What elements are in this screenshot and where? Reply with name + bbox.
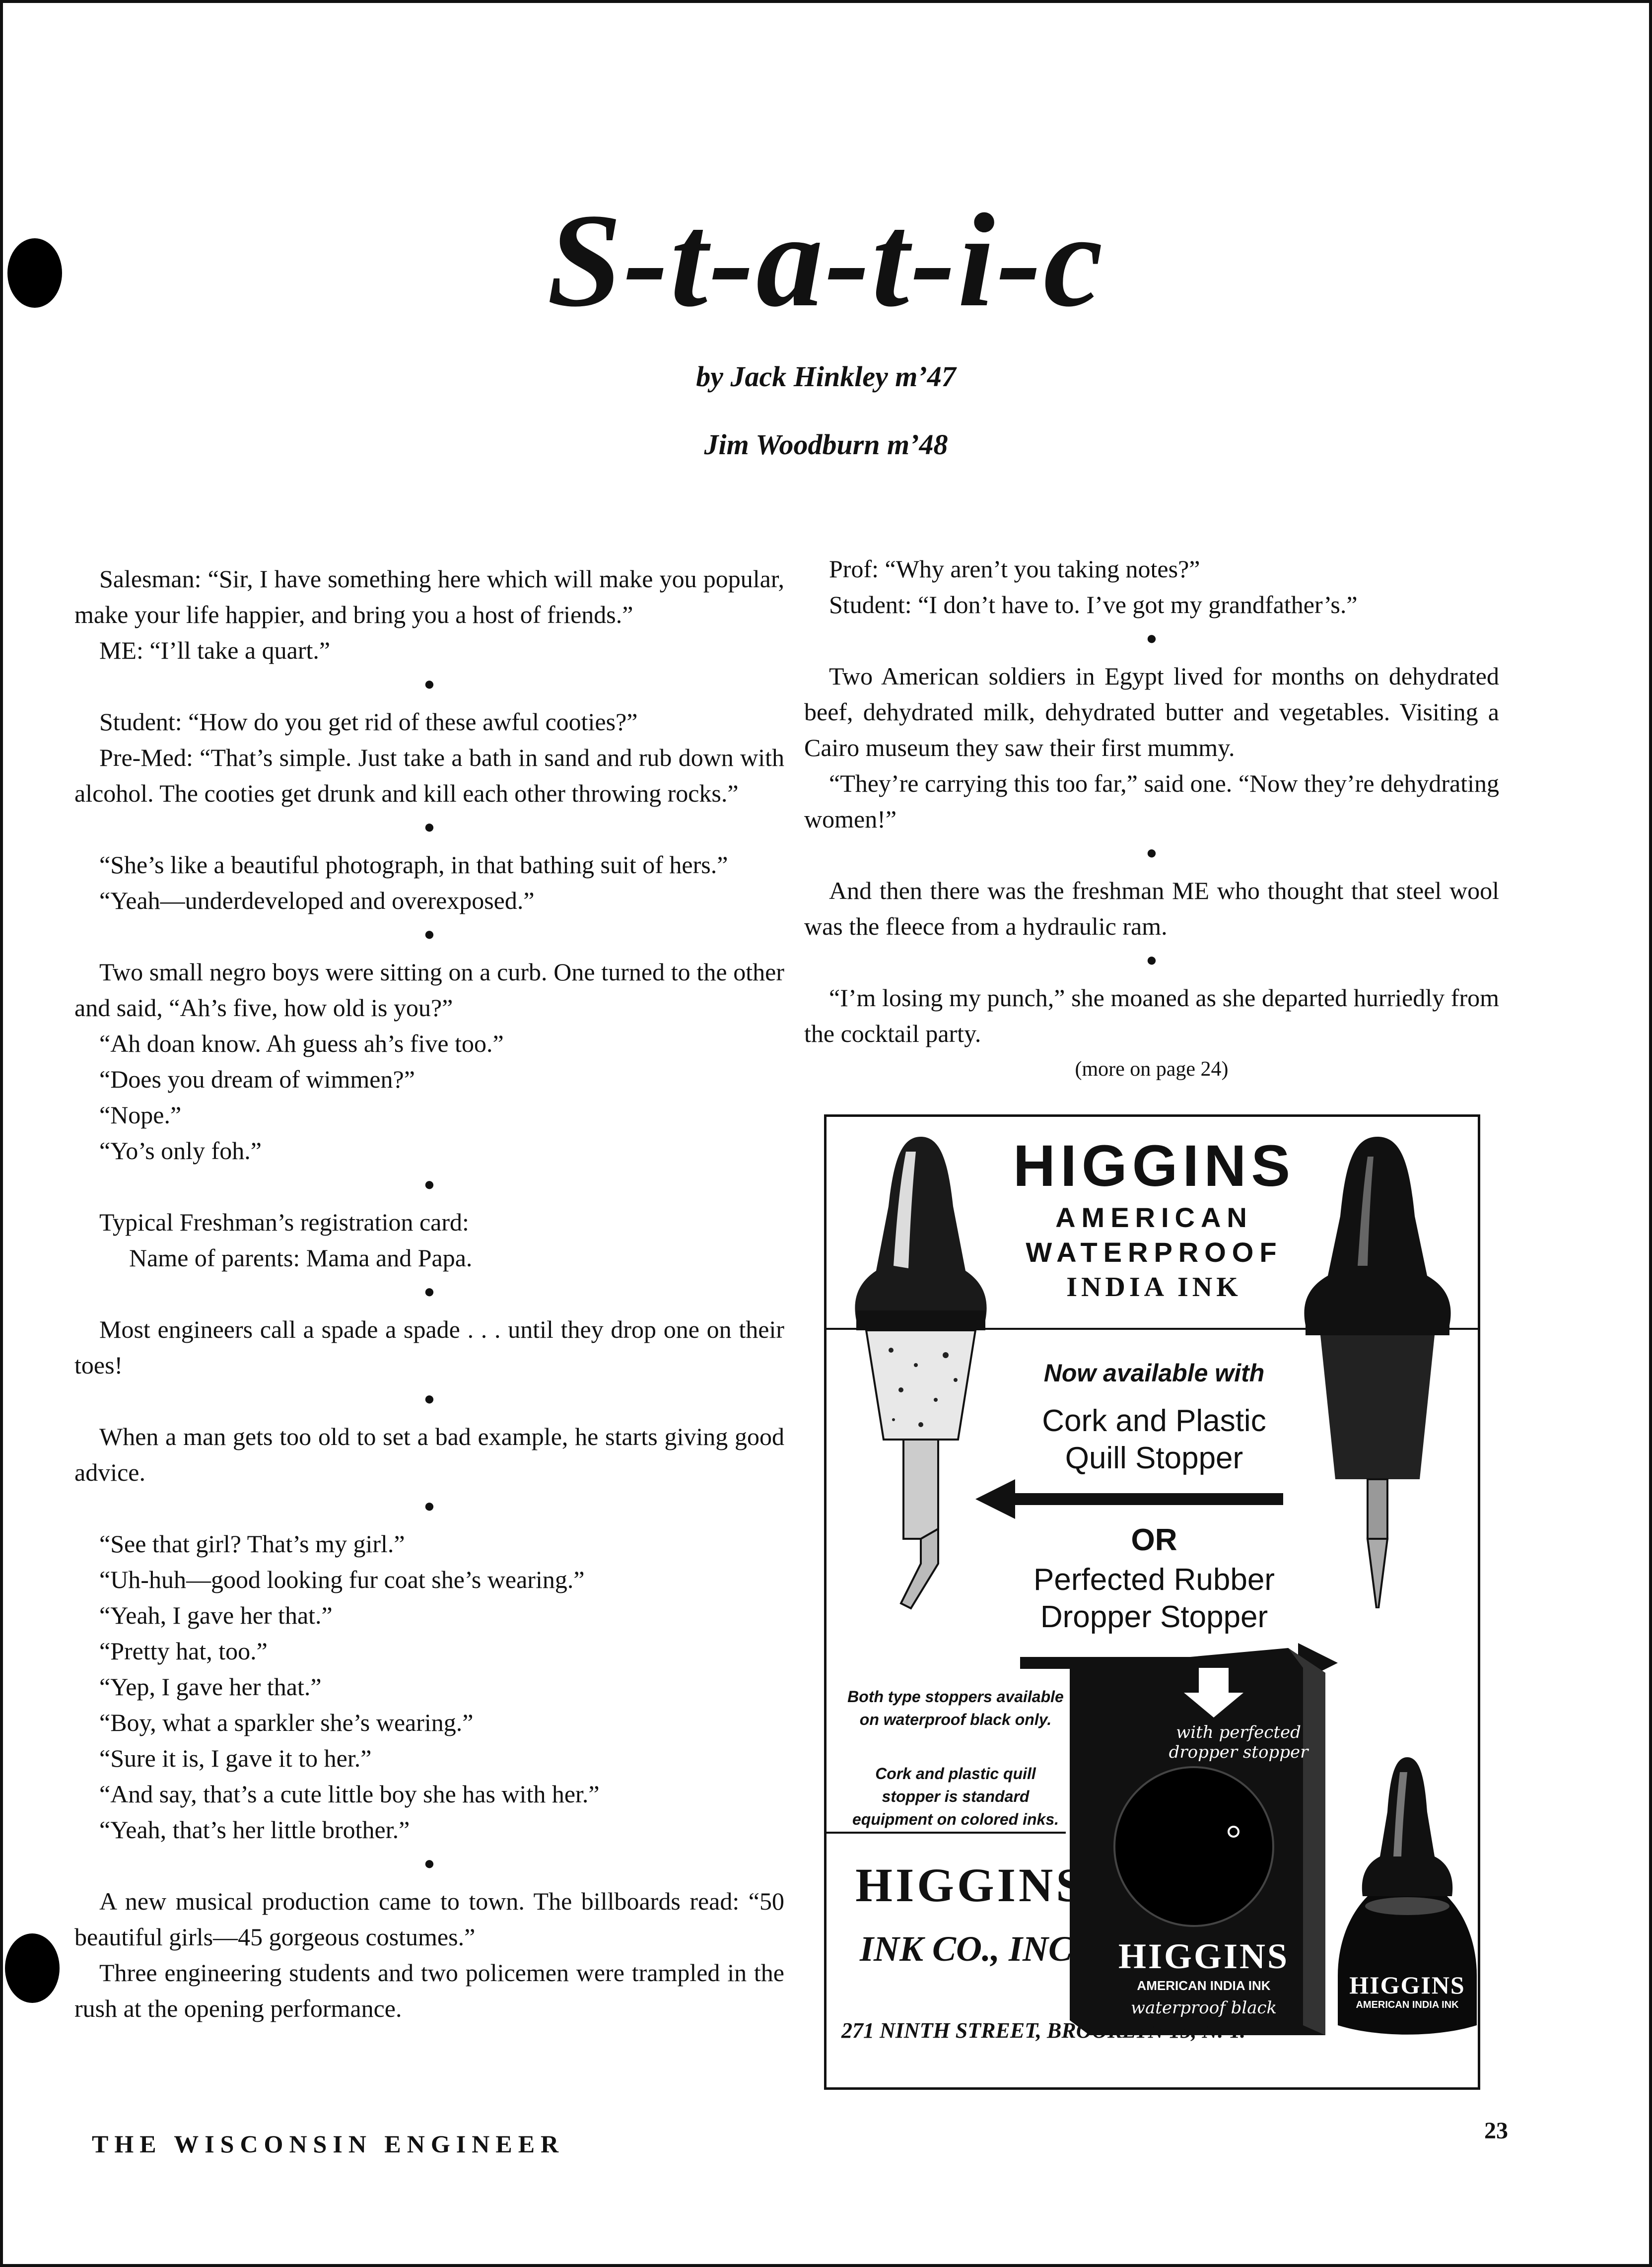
separator-bullet: ● — [423, 1174, 435, 1195]
joke-paragraph: Pre-Med: “That’s simple. Just take a bath in sand and rub down with alcohol. The cooties get drunk and kill each other throwing rocks.” — [74, 744, 784, 807]
separator-bullet: ● — [423, 1388, 435, 1409]
separator-bullet: ● — [1146, 842, 1158, 863]
joke-paragraph: Two small negro boys were sitting on a curb. One turned to the other and said, “Ah’s five, how old is you?” — [74, 958, 784, 1022]
box-script-perfected: with perfected — [1176, 1722, 1301, 1742]
joke-paragraph: Two American soldiers in Egypt lived for months on dehydrated beef, dehydrated milk, dehydrated butter and vegetables. Visiting a Cairo museum they saw their first mummy. — [804, 662, 1499, 761]
bottle-american-india-ink: AMERICAN INDIA INK — [1356, 1999, 1459, 2010]
page-number: 23 — [1484, 2118, 1508, 2144]
joke-paragraph: “Sure it is, I gave it to her.” — [99, 1744, 372, 1772]
joke-paragraph: Most engineers call a spade a spade . . . until they drop one on their toes! — [74, 1315, 784, 1379]
separator-bullet: ● — [423, 817, 435, 837]
joke-paragraph: “I’m losing my punch,” she moaned as she departed hurriedly from the cocktail party. — [804, 984, 1499, 1047]
joke-paragraph: ME: “I’ll take a quart.” — [99, 636, 331, 664]
or-text: OR — [1131, 1523, 1177, 1557]
joke-paragraph: “Ah doan know. Ah guess ah’s five too.” — [99, 1030, 504, 1057]
joke-paragraph: “She’s like a beautiful photograph, in that bathing suit of hers.” — [99, 851, 728, 879]
ink-box-illustration — [1070, 1648, 1325, 2035]
cork-quill-stopper-illustration — [846, 1132, 995, 1628]
joke-paragraph: “Yeah—underdeveloped and overexposed.” — [99, 887, 535, 914]
now-available-text: Now available with — [1043, 1359, 1265, 1387]
company-address: 271 NINTH STREET, BROOKLYN 15, N. Y. — [841, 2018, 1246, 2043]
separator-bullet: ● — [423, 1496, 435, 1516]
joke-paragraph: “Boy, what a sparkler she’s wearing.” — [99, 1709, 474, 1736]
brand-line-american: AMERICAN — [1055, 1202, 1253, 1233]
joke-paragraph: Prof: “Why aren’t you taking notes?” — [829, 555, 1200, 583]
joke-paragraph: “Yep, I gave her that.” — [99, 1673, 322, 1701]
stopper-note-1: Both type stoppers available on waterproof black only. — [847, 1688, 1064, 1728]
magazine-title-footer: THE WISCONSIN ENGINEER — [92, 2130, 565, 2158]
joke-paragraph: “They’re carrying this too far,” said one. “Now they’re dehydrating women!” — [804, 769, 1499, 833]
box-american-india-ink: AMERICAN INDIA INK — [1137, 1978, 1271, 1993]
joke-paragraph: “Nope.” — [99, 1101, 182, 1129]
box-script-dropper: dropper stopper — [1169, 1742, 1308, 1762]
author-byline-2: Jim Woodburn m’48 — [704, 428, 948, 461]
quill-stopper-text: Quill Stopper — [1065, 1441, 1243, 1475]
joke-paragraph: “Yeah, I gave her that.” — [99, 1601, 333, 1629]
left-column — [74, 561, 784, 2026]
joke-paragraph: And then there was the freshman ME who thought that steel wool was the fleece from a hydraulic ram. — [804, 877, 1499, 940]
continued-note: (more on page 24) — [1075, 1058, 1229, 1081]
joke-paragraph: When a man gets too old to set a bad example, he starts giving good advice. — [74, 1423, 784, 1486]
joke-paragraph: “Uh-huh—good looking fur coat she’s wearing.” — [99, 1566, 585, 1593]
arrow-left-icon — [975, 1479, 1283, 1519]
stopper-note-2: Cork and plastic quill stopper is standard equipment on colored inks. — [852, 1765, 1059, 1828]
joke-paragraph: Salesman: “Sir, I have something here which will make you popular, make your life happier, and bring you a host of friends.” — [74, 565, 784, 628]
higgins-ink-advertisement — [824, 1114, 1480, 2090]
joke-paragraph: “Yo’s only foh.” — [99, 1137, 262, 1165]
joke-paragraph: “And say, that’s a cute little boy she has with her.” — [99, 1780, 600, 1808]
joke-paragraph: A new musical production came to town. The billboards read: “50 beautiful girls—45 gorgeous costumes.” — [74, 1887, 784, 1951]
separator-bullet: ● — [423, 924, 435, 945]
separator-bullet: ● — [1146, 628, 1158, 649]
ad-divider-bottom — [826, 1832, 1066, 1834]
brand-higgins: HIGGINS — [1013, 1133, 1296, 1199]
perfected-rubber-text: Perfected Rubber — [1033, 1563, 1275, 1597]
ad-divider-top — [826, 1328, 1478, 1330]
company-ink-co: INK CO., INC. — [859, 1929, 1082, 1969]
punch-hole-bottom — [5, 1933, 60, 2003]
joke-paragraph: Student: “I don’t have to. I’ve got my grandfather’s.” — [829, 591, 1358, 618]
joke-paragraph: “Does you dream of wimmen?” — [99, 1065, 415, 1093]
brand-line-india-ink: INDIA INK — [1066, 1272, 1242, 1303]
author-byline-1: by Jack Hinkley m’47 — [696, 360, 956, 393]
article-title: S-t-a-t-i-c — [547, 186, 1105, 335]
separator-bullet: ● — [423, 1281, 435, 1302]
brand-line-waterproof: WATERPROOF — [1026, 1237, 1283, 1268]
joke-paragraph: “See that girl? That’s my girl.” — [99, 1530, 405, 1558]
dropper-stopper-text: Dropper Stopper — [1040, 1600, 1268, 1634]
box-script-waterproof: waterproof black — [1130, 1998, 1277, 2018]
company-higgins: HIGGINS — [855, 1858, 1086, 1912]
joke-paragraph: “Pretty hat, too.” — [99, 1637, 268, 1665]
joke-paragraph: Student: “How do you get rid of these awful cooties?” — [99, 708, 638, 736]
bottle-brand-higgins: HIGGINS — [1349, 1971, 1465, 1999]
cork-plastic-text: Cork and Plastic — [1042, 1404, 1266, 1438]
joke-paragraph: Name of parents: Mama and Papa. — [129, 1244, 473, 1272]
joke-paragraph: Typical Freshman’s registration card: — [99, 1208, 469, 1236]
joke-paragraph: “Yeah, that’s her little brother.” — [99, 1816, 410, 1844]
ink-bottle-illustration — [1338, 1757, 1477, 2035]
separator-bullet: ● — [423, 1853, 435, 1874]
ink-box-shape — [1070, 1648, 1325, 2035]
joke-paragraph: Three engineering students and two policemen were trampled in the rush at the opening performance. — [74, 1959, 784, 2022]
box-brand-higgins: HIGGINS — [1118, 1936, 1290, 1976]
right-column — [804, 551, 1499, 1087]
separator-bullet: ● — [423, 674, 435, 694]
separator-bullet: ● — [1146, 950, 1158, 970]
